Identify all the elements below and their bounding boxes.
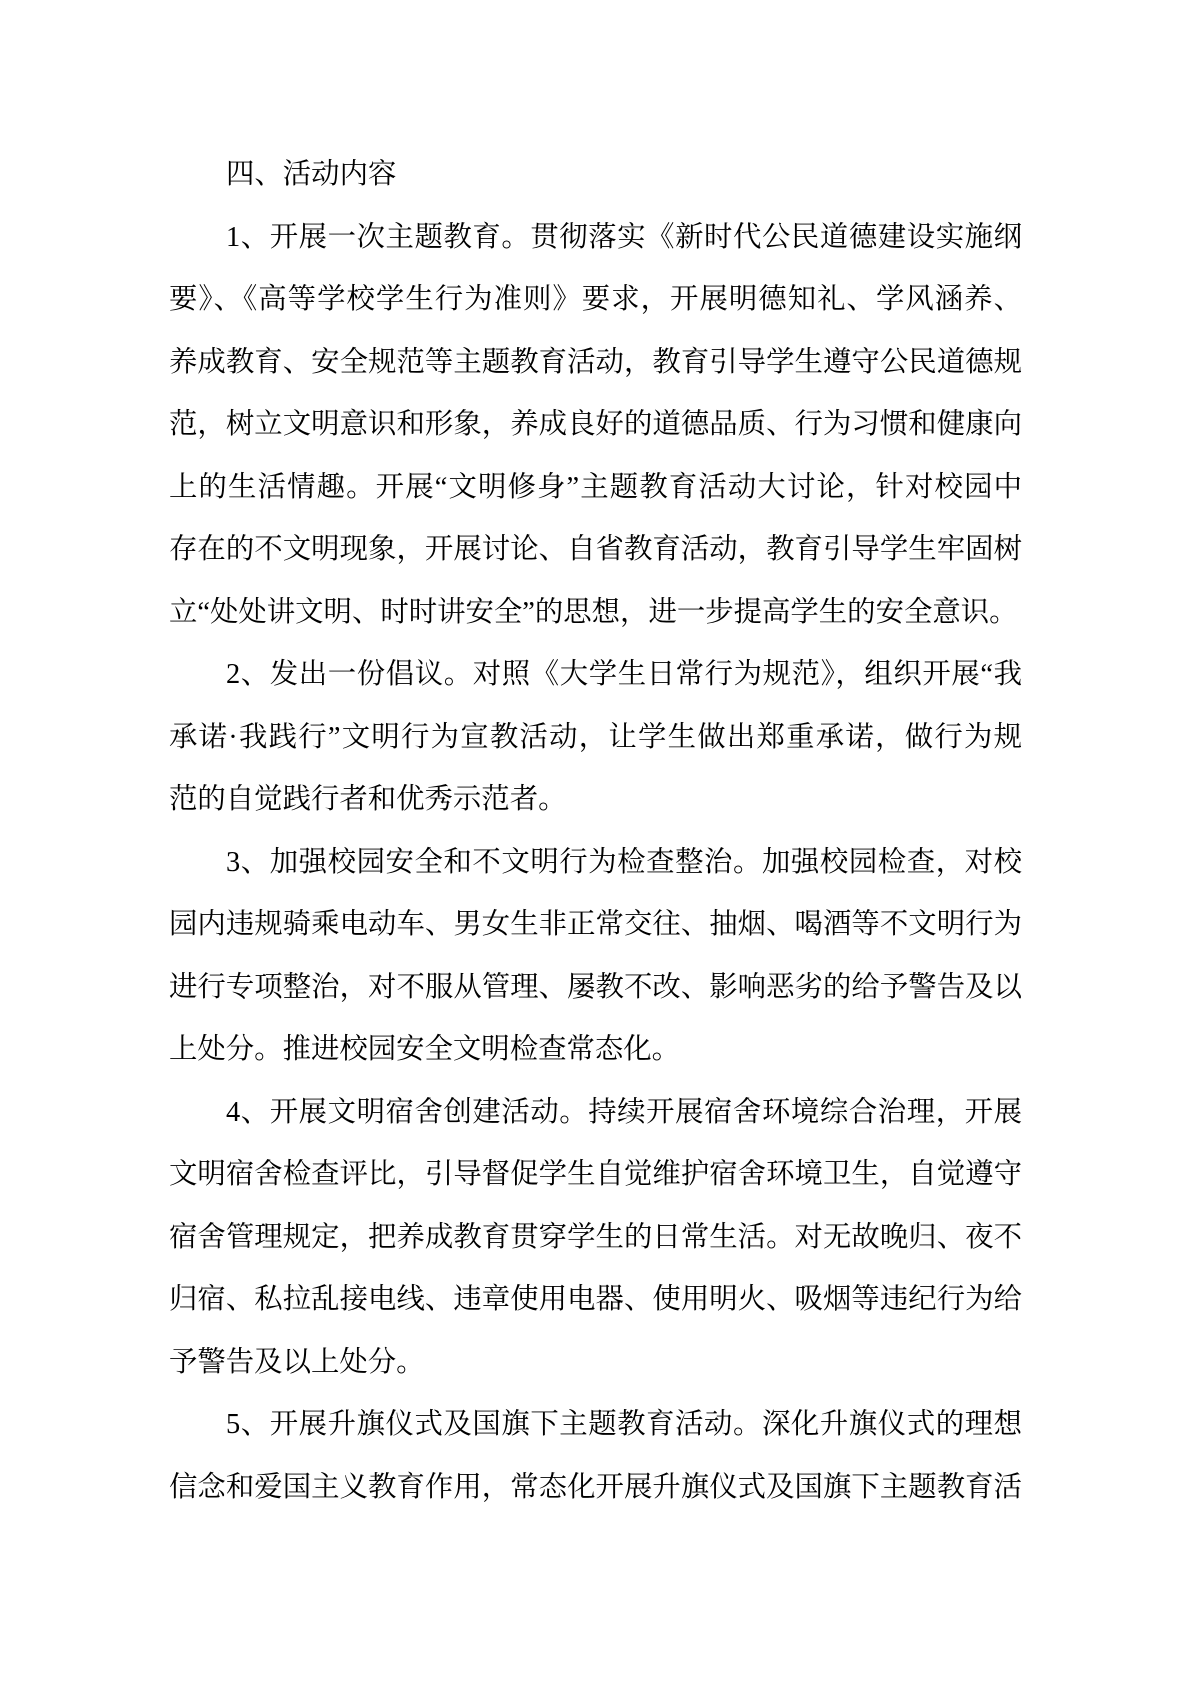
text-line: 4、开展文明宿舍创建活动。持续开展宿舍环境综合治理，开展 [226,1096,1022,1128]
text-line: 承诺·我践行”文明行为宣教活动，让学生做出郑重承诺，做行为规 [169,721,1022,753]
text-line: 文明宿舍检查评比，引导督促学生自觉维护宿舍环境卫生，自觉遵守 [169,1159,1022,1190]
text-line: 要》、《高等学校学生行为准则》要求，开展明德知礼、学风涵养、 [169,284,1022,315]
text-line: 进行专项整治，对不服从管理、屡教不改、影响恶劣的给予警告及以 [169,971,1022,1003]
text-line: 范的自觉践行者和优秀示范者。 [169,784,567,815]
text-line: 归宿、私拉乱接电线、违章使用电器、使用明火、吸烟等违纪行为给 [169,1284,1022,1315]
section-heading: 四、活动内容 [226,159,397,190]
text-line: 3、加强校园安全和不文明行为检查整治。加强校园检查，对校 [226,846,1022,878]
paragraph [169,832,1022,1082]
text-line: 5、开展升旗仪式及国旗下主题教育活动。深化升旗仪式的理想 [226,1409,1022,1440]
text-line: 1、开展一次主题教育。贯彻落实《新时代公民道德建设实施纲 [226,221,1022,253]
text-line: 上处分。推进校园安全文明检查常态化。 [169,1034,681,1065]
text-line: 立“处处讲文明、时时讲安全”的思想，进一步提高学生的安全意识。 [169,596,1018,628]
text-line: 园内违规骑乘电动车、男女生非正常交往、抽烟、喝酒等不文明行为 [169,909,1022,940]
text-line: 养成教育、安全规范等主题教育活动，教育引导学生遵守公民道德规 [169,346,1022,378]
paragraph [169,1082,1022,1395]
text-line: 2、发出一份倡议。对照《大学生日常行为规范》，组织开展“我 [226,659,1022,690]
text-line: 上的生活情趣。开展“文明修身”主题教育活动大讨论，针对校园中 [169,471,1022,503]
document-body [169,144,1022,1519]
text-line: 信念和爱国主义教育作用，常态化开展升旗仪式及国旗下主题教育活 [169,1471,1022,1503]
text-line: 宿舍管理规定，把养成教育贯穿学生的日常生活。对无故晚归、夜不 [169,1221,1022,1253]
paragraph [169,1394,1022,1519]
paragraph [169,644,1022,832]
paragraph [169,207,1022,645]
text-line: 存在的不文明现象，开展讨论、自省教育活动，教育引导学生牢固树 [169,534,1022,565]
text-line: 予警告及以上处分。 [169,1346,425,1378]
text-line: 范，树立文明意识和形象，养成良好的道德品质、行为习惯和健康向 [169,409,1022,440]
